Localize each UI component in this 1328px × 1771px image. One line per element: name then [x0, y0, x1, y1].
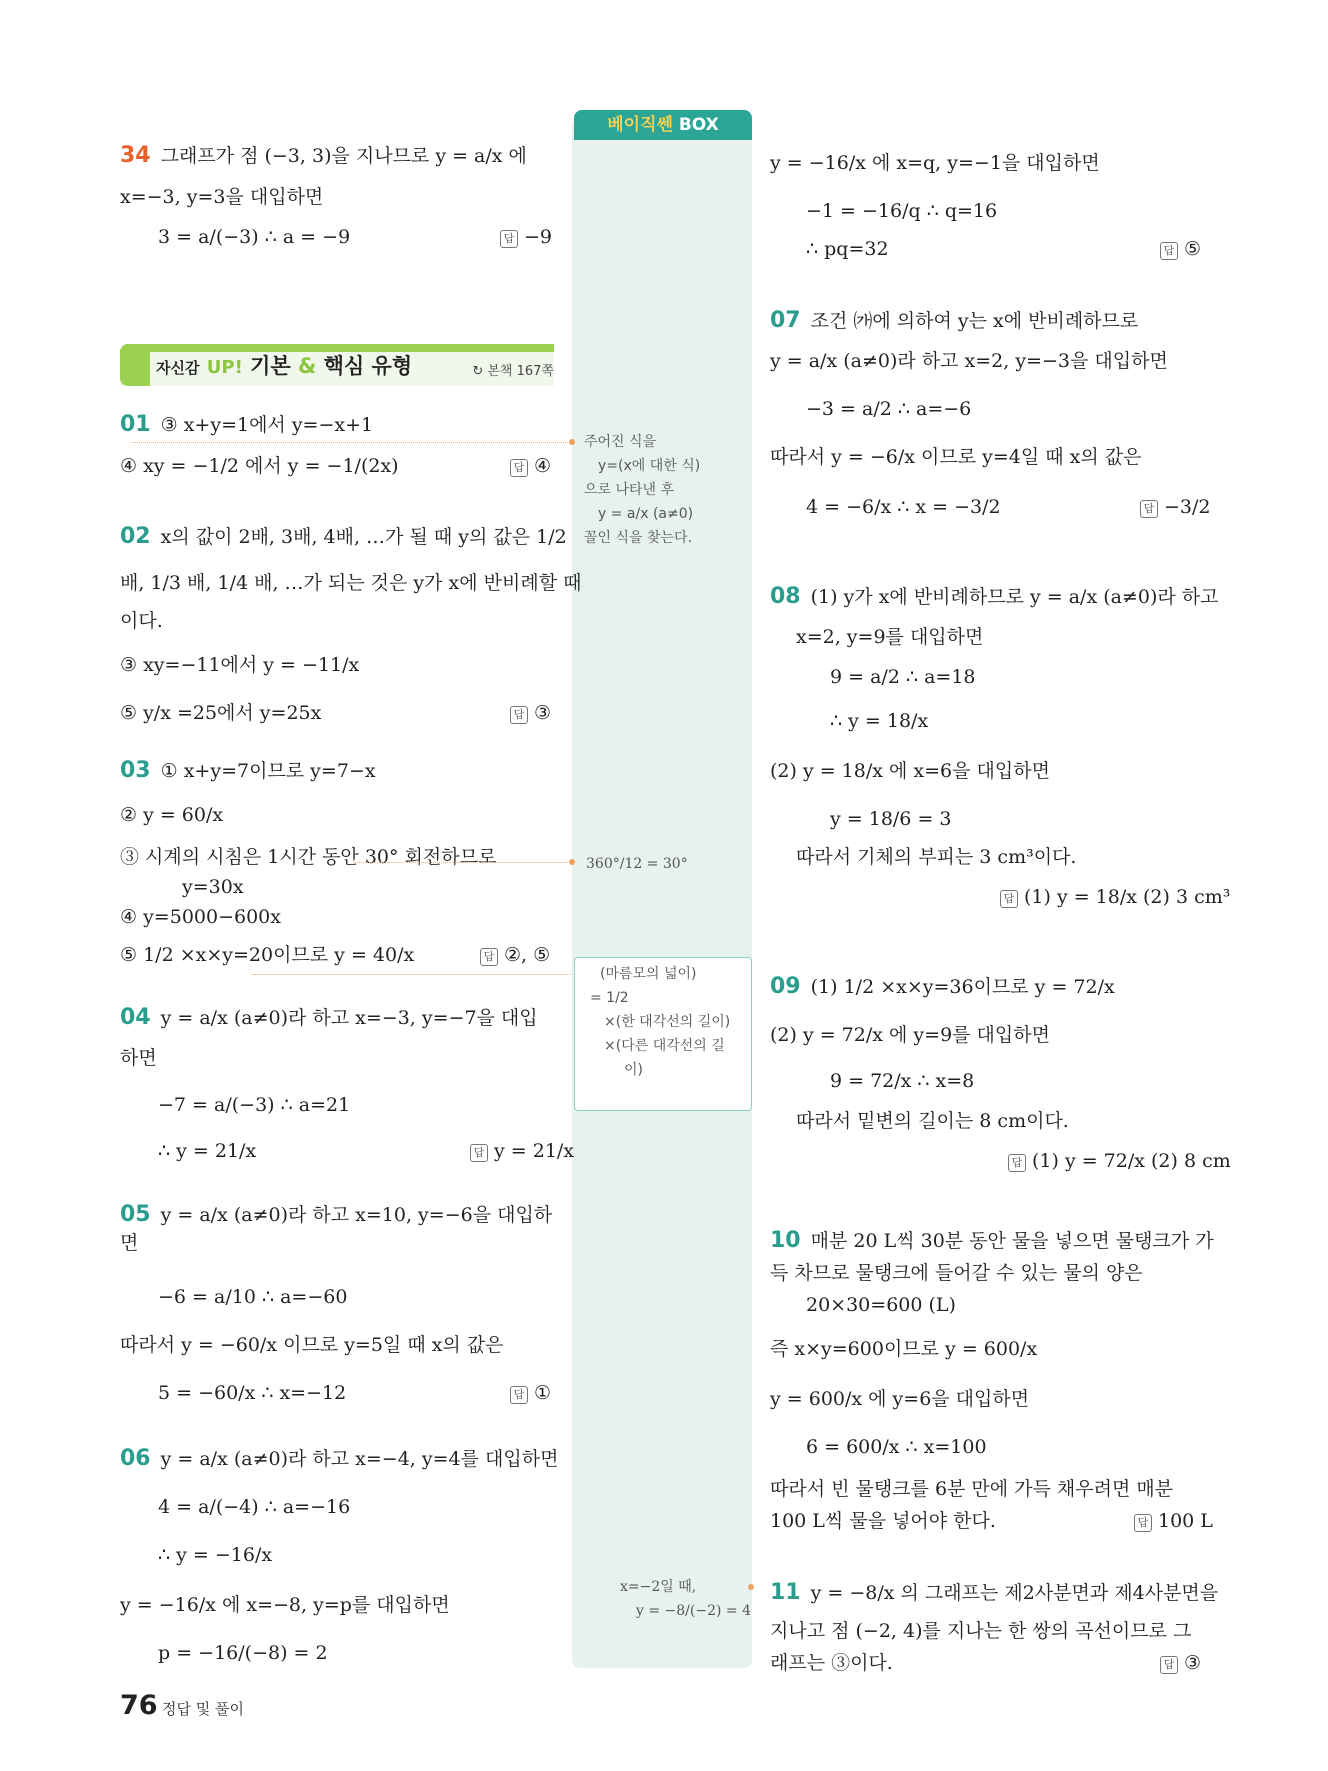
p10-line8: 100 L씩 물을 넣어야 한다.: [770, 1510, 996, 1532]
leader-line: [252, 974, 572, 975]
p11-line1: [770, 1578, 1218, 1608]
p10-line4: 즉 x×y=600이므로 y = 600/x: [770, 1338, 1038, 1360]
p05-line4: 따라서 y = −60/x 이므로 y=5일 때 x의 값은: [120, 1334, 504, 1356]
p34-line1: [120, 141, 527, 171]
p07-line4: 따라서 y = −6/x 이므로 y=4일 때 x의 값은: [770, 446, 1142, 468]
p05-line5: 5 = −60/x ∴ x=−12: [158, 1382, 347, 1404]
answer-icon: 답: [510, 1386, 528, 1404]
answer-icon: 답: [470, 1144, 488, 1162]
answer-icon: 답: [1000, 890, 1018, 908]
note-line: x=−2일 때,: [620, 1579, 697, 1595]
p07-answer: [1140, 492, 1211, 522]
section-main1: 기본: [250, 354, 291, 378]
answer-icon: 답: [500, 230, 518, 248]
p11-line3: 래프는 ③이다.: [770, 1652, 893, 1674]
answer-icon: 답: [480, 948, 498, 966]
p03-line6: ⑤ 1/2 ×x×y=20이므로 y = 40/x: [120, 944, 415, 966]
note-line: 꼴인 식을 찾는다.: [584, 530, 693, 546]
note-4: [620, 1575, 751, 1623]
p06-line2: 4 = a/(−4) ∴ a=−16: [158, 1496, 351, 1518]
p05-line2: 면: [120, 1232, 139, 1254]
p03-line3: ③ 시계의 시침은 1시간 동안 30° 회전하므로: [120, 846, 497, 868]
p11-line2: 지나고 점 (−2, 4)를 지나는 한 쌍의 곡선이므로 그: [770, 1620, 1192, 1642]
p09-line3: 9 = 72/x ∴ x=8: [830, 1070, 975, 1092]
note-line: y=(x에 대한 식): [598, 458, 701, 474]
leader-line: [355, 862, 572, 863]
text: ③ x+y=1에서 y=−x+1: [160, 414, 374, 436]
answer-text: (1) y = 72/x (2) 8 cm: [1032, 1150, 1231, 1172]
basic-box-column: [572, 118, 752, 1668]
note-1: [584, 430, 700, 550]
p06b-line2: −1 = −16/q ∴ q=16: [806, 200, 998, 222]
p08-line3: 9 = a/2 ∴ a=18: [830, 666, 976, 688]
p11-answer: [1160, 1648, 1201, 1678]
p10-line1: [770, 1226, 1214, 1256]
text: y = a/x (a≠0)라 하고 x=10, y=−6을 대입하: [160, 1204, 553, 1226]
answer-text: ③: [534, 702, 552, 724]
section-amp: &: [298, 354, 317, 378]
answer-text: ⑤: [1184, 238, 1202, 260]
note-line: (마름모의 넓이): [600, 966, 697, 982]
note-3: [590, 962, 730, 1082]
p06-line5: p = −16/(−8) = 2: [158, 1642, 328, 1664]
p07-line5: 4 = −6/x ∴ x = −3/2: [806, 496, 1001, 518]
answer-text: ②, ⑤: [504, 944, 551, 966]
answer-icon: 답: [510, 706, 528, 724]
p01-line1: [120, 410, 373, 440]
p01-answer: [510, 451, 551, 481]
p03-line1: [120, 756, 376, 786]
section-ref: [472, 360, 554, 379]
problem-number: 06: [120, 1446, 151, 1471]
p02-line5: ⑤ y/x =25에서 y=25x: [120, 702, 322, 724]
text: (1) 1/2 ×x×y=36이므로 y = 72/x: [810, 976, 1115, 998]
p06b-line1: y = −16/x 에 x=q, y=−1을 대입하면: [770, 152, 1100, 174]
note-line: 주어진 식을: [584, 434, 657, 450]
page-label: 정답 및 풀이: [162, 1700, 244, 1718]
p05-line1: [120, 1200, 552, 1230]
p03-line4: y=30x: [182, 876, 244, 898]
answer-icon: 답: [1134, 1514, 1152, 1532]
p08-line5: (2) y = 18/x 에 x=6을 대입하면: [770, 760, 1050, 782]
box-title-english: BOX: [678, 115, 719, 135]
problem-number: 10: [770, 1228, 801, 1253]
p06-line3: ∴ y = −16/x: [158, 1544, 273, 1566]
p04-answer: [470, 1136, 574, 1166]
p07-line3: −3 = a/2 ∴ a=−6: [806, 398, 972, 420]
p08-line7: 따라서 기체의 부피는 3 cm³이다.: [796, 846, 1077, 868]
p06-answer: [1160, 234, 1201, 264]
p34-line3: 3 = a/(−3) ∴ a = −9: [158, 226, 351, 248]
section-main2: 핵심 유형: [323, 354, 413, 378]
p04-line4: ∴ y = 21/x: [158, 1140, 257, 1162]
answer-icon: 답: [1140, 500, 1158, 518]
answer-text: 100 L: [1158, 1510, 1213, 1532]
p09-line1: [770, 972, 1115, 1002]
p07-line1: [770, 306, 1138, 336]
p34-answer: [500, 222, 552, 252]
p02-line2: 배, 1/3 배, 1/4 배, …가 되는 것은 y가 x에 반비례할 때: [120, 572, 582, 594]
note-line: y = a/x (a≠0): [598, 506, 694, 522]
p08-line2: x=2, y=9를 대입하면: [796, 626, 984, 648]
answer-icon: 답: [1008, 1154, 1026, 1172]
p06-line4: y = −16/x 에 x=−8, y=p를 대입하면: [120, 1594, 450, 1616]
problem-number: 05: [120, 1202, 151, 1227]
p10-line3: 20×30=600 (L): [806, 1294, 956, 1316]
problem-number: 08: [770, 584, 801, 609]
answer-icon: 답: [1160, 242, 1178, 260]
section-accent: [120, 344, 150, 386]
text: 매분 20 L씩 30분 동안 물을 넣으면 물탱크가 가: [810, 1230, 1214, 1252]
answer-text: −9: [524, 226, 553, 248]
section-small: 자신감: [156, 359, 200, 377]
refresh-icon: ↻: [472, 364, 484, 379]
text: ① x+y=7이므로 y=7−x: [160, 760, 376, 782]
leader-line: [132, 442, 572, 443]
answer-text: ①: [534, 1382, 552, 1404]
p10-answer: [1134, 1506, 1213, 1536]
p03-answer: [480, 940, 550, 970]
p06-line1: [120, 1444, 558, 1474]
p01-line2: ④ xy = −1/2 에서 y = −1/(2x): [120, 455, 399, 477]
p08-line1: [770, 582, 1218, 612]
text: 그래프가 점 (−3, 3)을 지나므로 y = a/x 에: [160, 145, 527, 167]
note-line: y = −8/(−2) = 4: [636, 1603, 751, 1619]
p10-line2: 득 차므로 물탱크에 들어갈 수 있는 물의 양은: [770, 1262, 1143, 1284]
p02-line1: [120, 522, 567, 552]
answer-text: (1) y = 18/x (2) 3 cm³: [1024, 886, 1231, 908]
answer-text: ③: [1184, 1652, 1202, 1674]
box-title-korean: 베이직쎈: [607, 115, 673, 135]
section-header: [120, 344, 554, 386]
problem-number: 04: [120, 1005, 151, 1030]
note-line: 으로 나타낸 후: [584, 482, 675, 498]
text: y = a/x (a≠0)라 하고 x=−3, y=−7을 대입: [160, 1007, 538, 1029]
answer-text: −3/2: [1164, 496, 1211, 518]
note-line: ×(다른 대각선의 길: [604, 1038, 725, 1054]
p02-answer: [510, 698, 551, 728]
p03-line5: ④ y=5000−600x: [120, 906, 281, 928]
problem-number: 03: [120, 758, 151, 783]
answer-text: y = 21/x: [494, 1140, 575, 1162]
basic-box-tab: [574, 110, 752, 140]
answer-text: ④: [534, 455, 552, 477]
text: 조건 ㈎에 의하여 y는 x에 반비례하므로: [810, 310, 1139, 332]
section-ref-text: 본책 167쪽: [487, 364, 554, 379]
p05-answer: [510, 1378, 551, 1408]
p05-line3: −6 = a/10 ∴ a=−60: [158, 1286, 348, 1308]
p06b-line3: ∴ pq=32: [806, 238, 889, 260]
page-number: 76: [120, 1690, 158, 1721]
section-title: [156, 350, 412, 380]
p07-line2: y = a/x (a≠0)라 하고 x=2, y=−3을 대입하면: [770, 350, 1168, 372]
answer-icon: 답: [1160, 1656, 1178, 1674]
p08-line6: y = 18/6 = 3: [830, 808, 952, 830]
p08-answer: [1000, 882, 1230, 912]
note-line: ×(한 대각선의 길이): [604, 1014, 731, 1030]
text: y = −8/x 의 그래프는 제2사분면과 제4사분면을: [810, 1582, 1219, 1604]
answer-icon: 답: [510, 459, 528, 477]
problem-number: 34: [120, 143, 151, 168]
problem-number: 11: [770, 1580, 801, 1605]
p09-answer: [1008, 1146, 1231, 1176]
note-line: = 1/2: [590, 990, 629, 1006]
p09-line4: 따라서 밑변의 길이는 8 cm이다.: [796, 1110, 1069, 1132]
p09-line2: (2) y = 72/x 에 y=9를 대입하면: [770, 1024, 1050, 1046]
text: (1) y가 x에 반비례하므로 y = a/x (a≠0)라 하고: [810, 586, 1219, 608]
problem-number: 01: [120, 412, 151, 437]
p04-line2: 하면: [120, 1047, 157, 1069]
p02-line3: 이다.: [120, 610, 163, 632]
note-line: 이): [624, 1062, 643, 1078]
problem-number: 07: [770, 308, 801, 333]
p10-line6: 6 = 600/x ∴ x=100: [806, 1436, 987, 1458]
p10-line5: y = 600/x 에 y=6을 대입하면: [770, 1388, 1030, 1410]
p10-line7: 따라서 빈 물탱크를 6분 만에 가득 채우려면 매분: [770, 1478, 1174, 1500]
note-dot: [569, 859, 575, 865]
p03-line2: ② y = 60/x: [120, 804, 224, 826]
text: y = a/x (a≠0)라 하고 x=−4, y=4를 대입하면: [160, 1448, 559, 1470]
p04-line3: −7 = a/(−3) ∴ a=21: [158, 1094, 351, 1116]
p08-line4: ∴ y = 18/x: [830, 710, 929, 732]
p34-line2: x=−3, y=3을 대입하면: [120, 186, 324, 208]
note-2: 360°/12 = 30°: [586, 856, 688, 872]
note-dot: [569, 439, 575, 445]
section-up: UP!: [206, 357, 243, 378]
p04-line1: [120, 1003, 538, 1033]
p02-line4: ③ xy=−11에서 y = −11/x: [120, 654, 360, 676]
text: x의 값이 2배, 3배, 4배, …가 될 때 y의 값은 1/2: [160, 526, 567, 548]
problem-number: 02: [120, 524, 151, 549]
problem-number: 09: [770, 974, 801, 999]
